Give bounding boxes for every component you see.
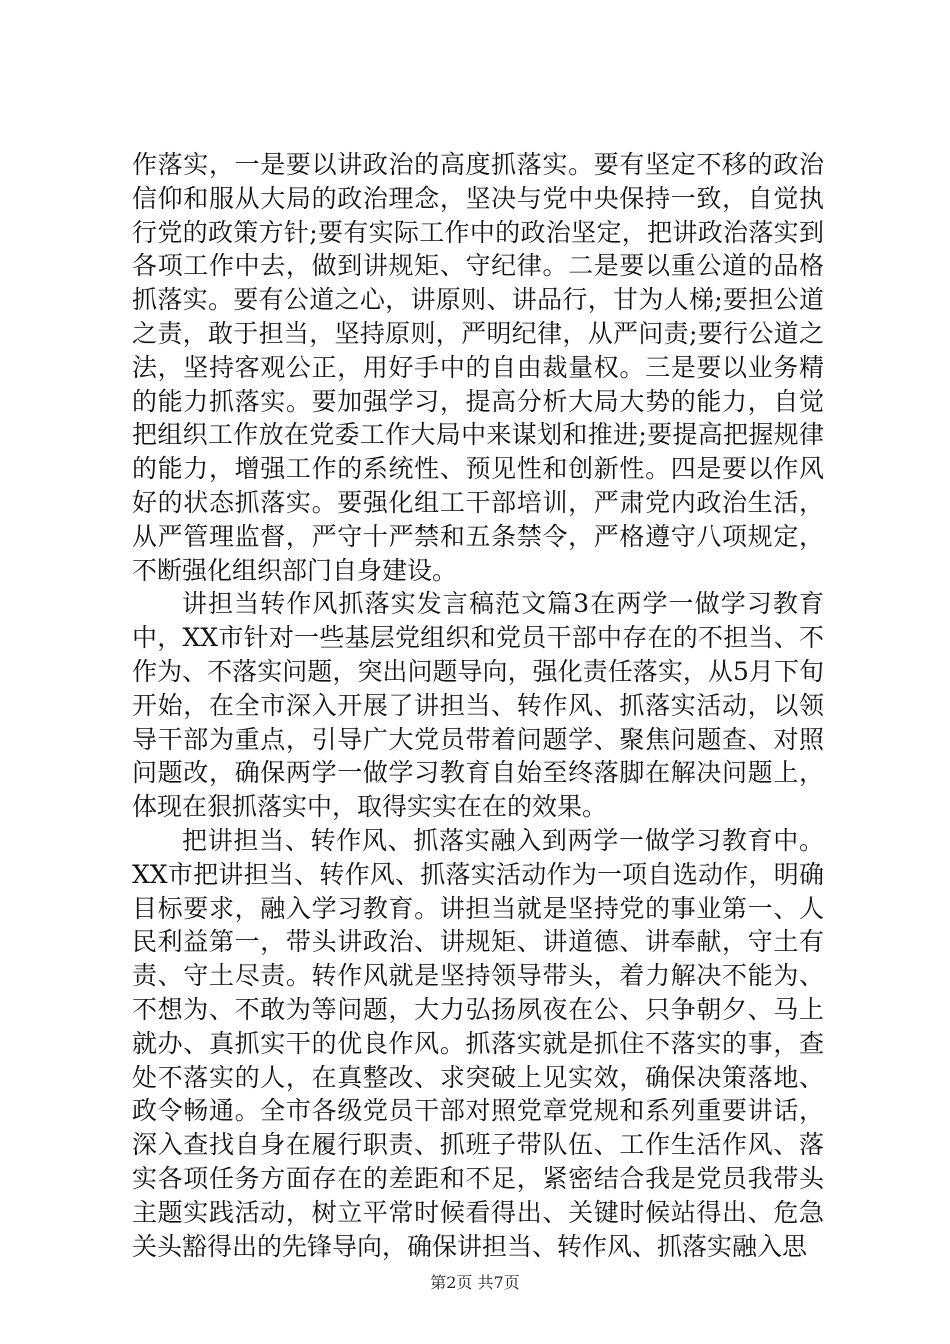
- document-body: [132, 148, 824, 1263]
- paragraph-2: 讲担当转作风抓落实发言稿范文篇3在两学一做学习教育中，XX市针对一些基层党组织和党员干部中存在的不担当、不作为、不落实问题，突出问题导向，强化责任落实，从5月下旬开始，在全市深入开展了讲担当、转作风、抓落实活动，以领导干部为重点，引导广大党员带着问题学、聚焦问题查、对照问题改，确保两学一做学习教育自始至终落脚在解决问题上，体现在狠抓落实中，取得实实在在的效果。: [132, 589, 824, 822]
- paragraph-3: 把讲担当、转作风、抓落实融入到两学一做学习教育中。XX市把讲担当、转作风、抓落实活动作为一项自选动作，明确目标要求，融入学习教育。讲担当就是坚持党的事业第一、人民利益第一，带头讲政治、讲规矩、讲道德、讲奉献，守土有责、守土尽责。转作风就是坚持领导带头，着力解决不能为、不想为、不敢为等问题，大力弘扬夙夜在公、只争朝夕、马上就办、真抓实干的优良作风。抓落实就是抓住不落实的事，查处不落实的人，在真整改、求突破上见实效，确保决策落地、政令畅通。全市各级党员干部对照党章党规和系列重要讲话，深入查找自身在履行职责、抓班子带队伍、工作生活作风、落实各项任务方面存在的差距和不足，紧密结合我是党员我带头主题实践活动，树立平常时候看得出、关键时候站得出、危急关头豁得出的先锋导向，确保讲担当、转作风、抓落实融入思: [132, 825, 824, 1261]
- paragraph-1: 作落实，一是要以讲政治的高度抓落实。要有坚定不移的政治信仰和服从大局的政治理念，坚决与党中央保持一致，自觉执行党的政策方针;要有实际工作中的政治坚定，把讲政治落实到各项工作中去，做到讲规矩、守纪律。二是要以重公道的品格抓落实。要有公道之心，讲原则、讲品行，甘为人梯;要担公道之责，敢于担当，坚持原则，严明纪律，从严问责;要行公道之法，坚持客观公正，用好手中的自由裁量权。三是要以业务精的能力抓落实。要加强学习，提高分析大局大势的能力，自觉把组织工作放在党委工作大局中来谋划和推进;要提高把握规律的能力，增强工作的系统性、预见性和创新性。四是要以作风好的状态抓落实。要强化组工干部培训，严肃党内政治生活，从严管理监督，严守十严禁和五条禁令，严格遵守八项规定，不断强化组织部门自身建设。: [132, 150, 824, 585]
- page-footer: 第2页 共7页: [430, 1273, 520, 1292]
